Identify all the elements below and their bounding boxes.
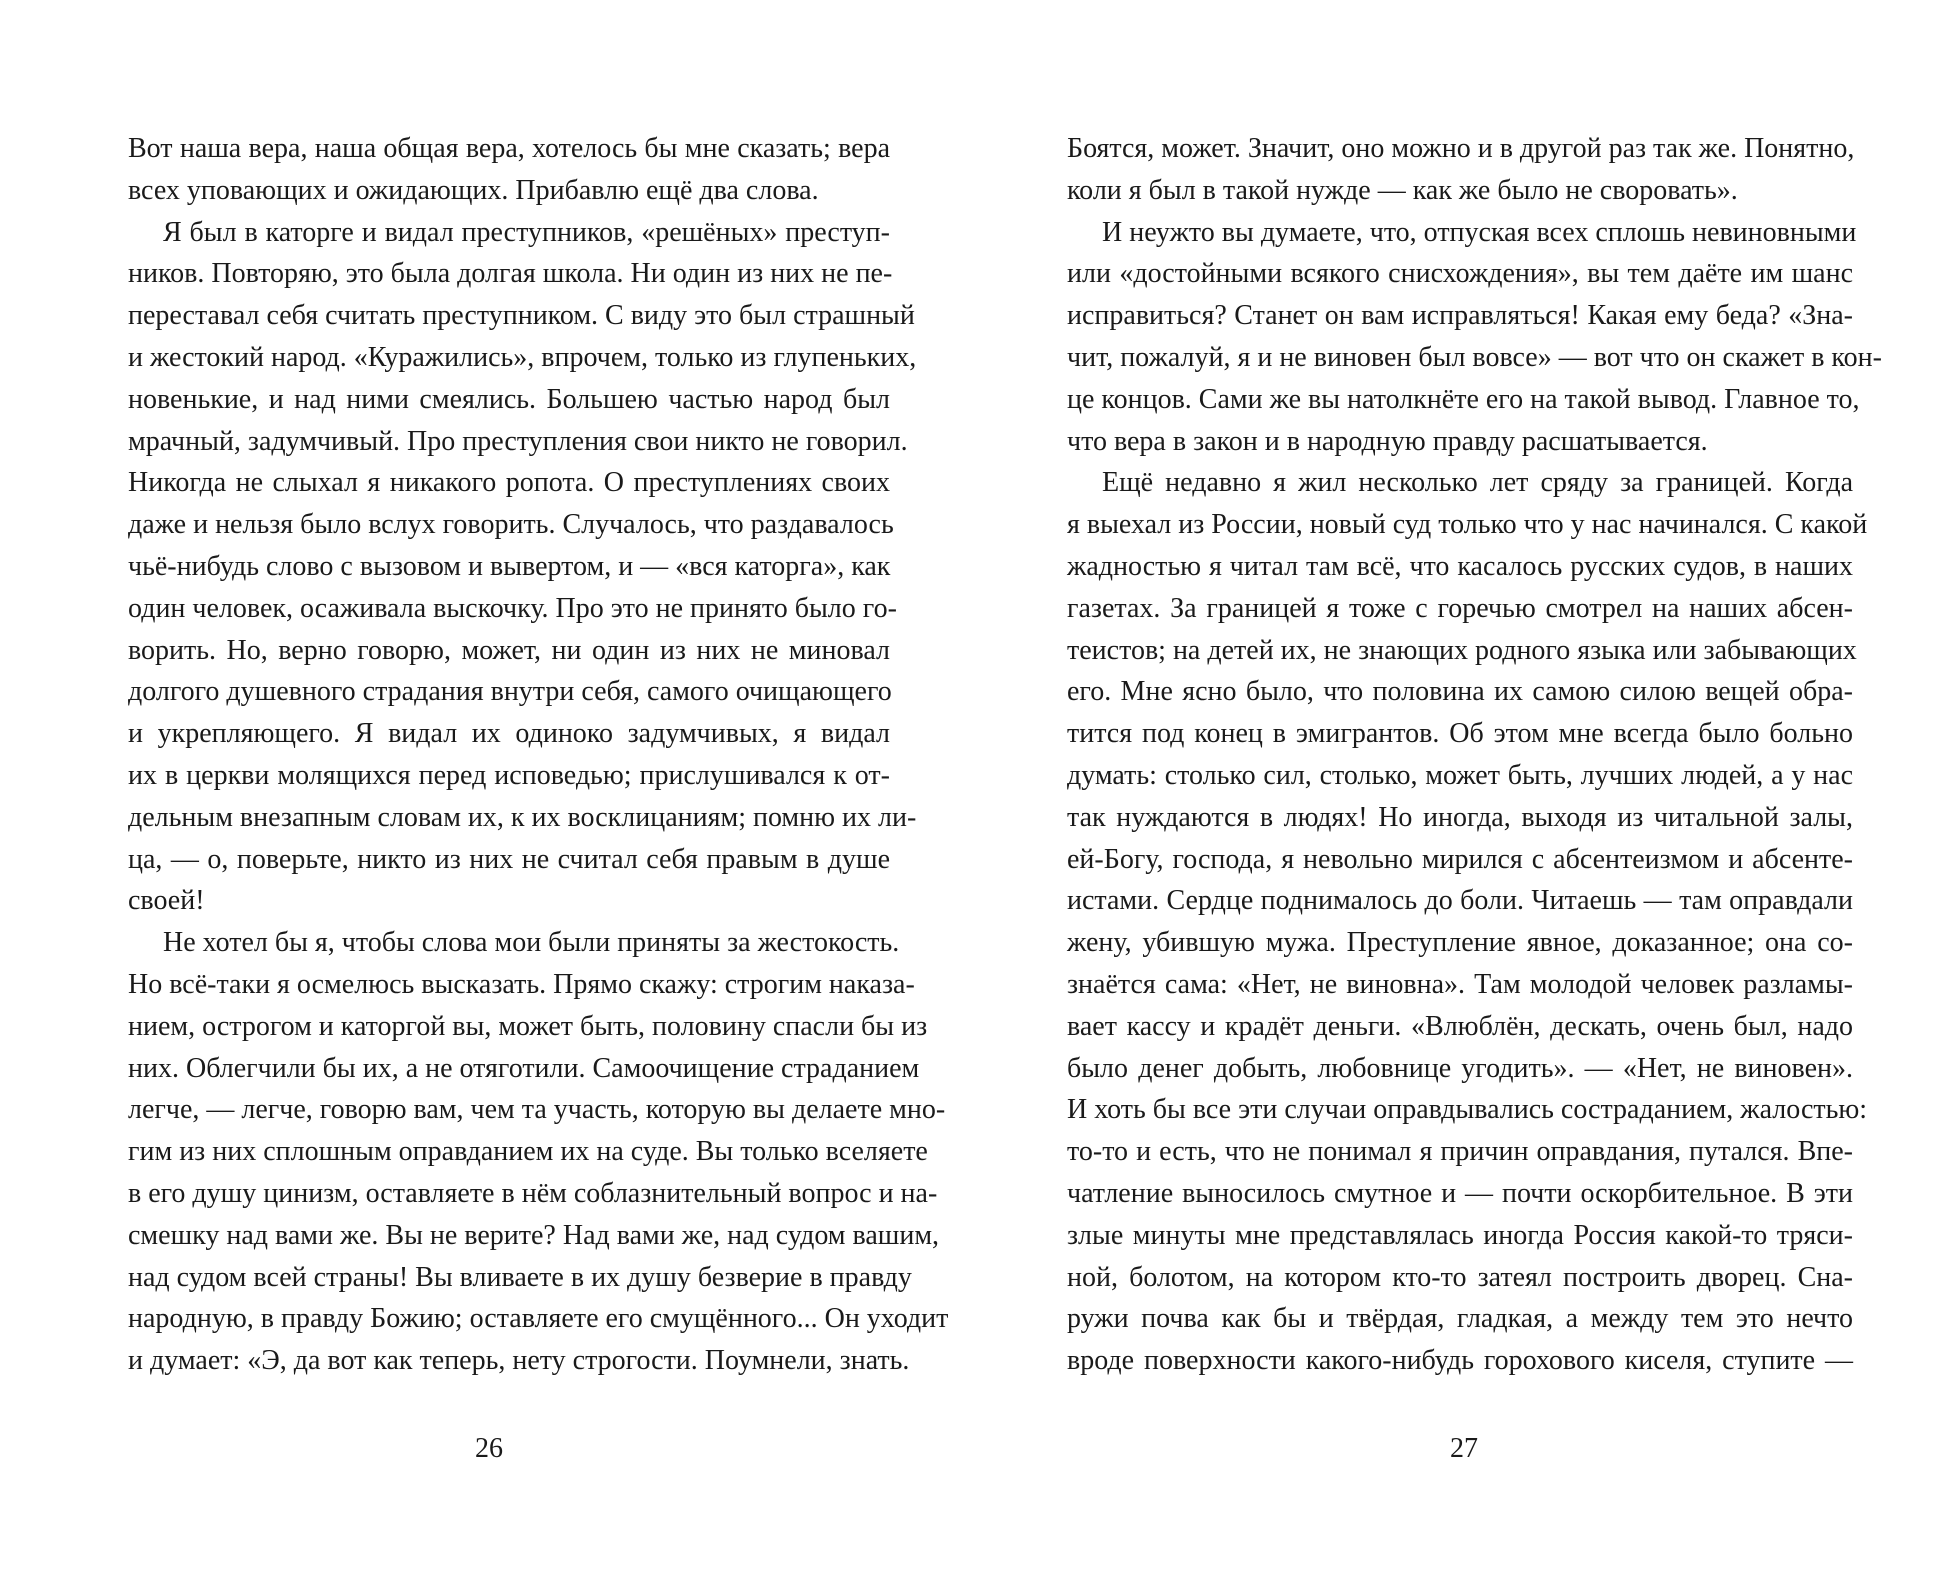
- text-line: что вера в закон и в народную правду расшатывается.: [1067, 425, 1708, 457]
- text-line: всех уповающих и ожидающих. Прибавлю ещё два слова.: [128, 174, 819, 206]
- text-line: чит, пожалуй, я и не виновен был вовсе» — вот что он скажет в кон-: [1067, 341, 1882, 373]
- text-line: и жестокий народ. «Куражились», впрочем, только из глупеньких,: [128, 341, 917, 373]
- text-line: их в церкви молящихся перед исповедью; прислушивался к от-: [128, 759, 890, 791]
- text-line: думать: столько сил, столько, может быть, лучших людей, а у нас: [1067, 759, 1853, 791]
- text-line: смешку над вами же. Вы не верите? Над вами же, над судом вашим,: [128, 1219, 940, 1251]
- text-line: дельным внезапным словам их, к их восклицаниям; помню их ли-: [128, 801, 917, 833]
- text-line: гим из них сплошным оправданием их на суде. Вы только вселяете: [128, 1136, 928, 1168]
- text-line: его. Мне ясно было, что половина их самою силою вещей обра-: [1067, 676, 1853, 708]
- text-line: вает кассу и крадёт деньги. «Влюблён, дескать, очень был, надо: [1067, 1010, 1853, 1042]
- text-line: ной, болотом, на котором кто-то затеял построить дворец. Сна-: [1067, 1261, 1853, 1293]
- text-line: и укрепляющего. Я видал их одиноко задумчивых, я видал: [128, 718, 890, 750]
- text-line: И неужто вы думаете, что, отпуская всех сплошь невиновными: [1102, 216, 1857, 248]
- text-line: ников. Повторяю, это была долгая школа. Ни один из них не пе-: [128, 258, 893, 290]
- text-line: Я был в каторге и видал преступников, «решёных» преступ-: [163, 216, 890, 248]
- text-line: них. Облегчили бы их, а не отяготили. Самоочищение страданием: [128, 1052, 920, 1084]
- page-number-left: 26: [475, 1433, 503, 1464]
- text-line: Но всё-таки я осмелюсь высказать. Прямо скажу: строгим наказа-: [128, 968, 915, 1000]
- text-line: и думает: «Э, да вот как теперь, нету строгости. Поумнели, знать.: [128, 1345, 910, 1377]
- text-line: ца, — о, поверьте, никто из них не считал себя правым в душе: [128, 843, 890, 875]
- text-line: тится под конец в эмигрантов. Об этом мне всегда было больно: [1067, 718, 1853, 750]
- text-line: Никогда не слыхал я никакого ропота. О преступлениях своих: [128, 467, 890, 499]
- text-line: це концов. Сами же вы натолкнёте его на такой вывод. Главное то,: [1067, 383, 1860, 415]
- text-line: исправиться? Станет он вам исправляться! Какая ему беда? «Зна-: [1067, 300, 1853, 332]
- text-line: знаётся сама: «Нет, не виновна». Там молодой человек разламы-: [1067, 968, 1853, 1000]
- text-line: И хоть бы все эти случаи оправдывались состраданием, жалостью:: [1067, 1094, 1868, 1126]
- text-line: нием, острогом и каторгой вы, может быть, половину спасли бы из: [128, 1010, 928, 1042]
- text-line: или «достойными всякого снисхождения», вы тем даёте им шанс: [1067, 258, 1853, 290]
- text-line: новенькие, и над ними смеялись. Большею частью народ был: [128, 383, 890, 415]
- text-line: чьё-нибудь слово с вызовом и вывертом, и — «вся каторга», как: [128, 550, 891, 582]
- text-line: Боятся, может. Значит, оно можно и в другой раз так же. Понятно,: [1067, 133, 1855, 164]
- text-line: долгого душевного страдания внутри себя, самого очищающего: [128, 676, 892, 708]
- text-line: народную, в правду Божию; оставляете его смущённого... Он уходит: [128, 1303, 949, 1335]
- text-line: чатление выносилось смутное и — почти оскорбительное. В эти: [1067, 1177, 1853, 1209]
- text-line: один человек, осаживала выскочку. Про это не принято было го-: [128, 592, 897, 624]
- left-page: [128, 128, 949, 1382]
- text-line: над судом всей страны! Вы вливаете в их душу безверие в правду: [128, 1261, 912, 1293]
- text-line: газетах. За границей я тоже с горечью смотрел на наших абсен-: [1067, 592, 1853, 624]
- text-line: так нуждаются в людях! Но иногда, выходя из читальной залы,: [1067, 801, 1853, 833]
- text-line: мрачный, задумчивый. Про преступления свои никто не говорил.: [128, 425, 908, 457]
- text-line: жену, убившую мужа. Преступление явное, доказанное; она со-: [1067, 927, 1853, 959]
- text-line: коли я был в такой нужде — как же было не своровать».: [1067, 174, 1738, 206]
- text-line: жадностью я читал там всё, что касалось русских судов, в наших: [1067, 550, 1853, 582]
- text-line: Ещё недавно я жил несколько лет сряду за границей. Когда: [1102, 467, 1853, 499]
- text-line: своей!: [128, 885, 205, 917]
- text-line: в его душу цинизм, оставляете в нём соблазнительный вопрос и на-: [128, 1177, 938, 1209]
- text-line: теистов; на детей их, не знающих родного языка или забывающих: [1067, 634, 1857, 666]
- text-line: было денег добыть, любовнице угодить». — «Нет, не виновен».: [1067, 1052, 1853, 1084]
- text-line: вроде поверхности какого-нибудь горохового киселя, ступите —: [1067, 1345, 1853, 1377]
- text-line: переставал себя считать преступником. С виду это был страшный: [128, 300, 915, 332]
- text-line: то-то и есть, что не понимал я причин оправдания, путался. Впе-: [1067, 1136, 1853, 1168]
- text-line: Вот наша вера, наша общая вера, хотелось бы мне сказать; вера: [128, 133, 890, 164]
- text-line: злые минуты мне представлялась иногда Россия какой-то тряси-: [1067, 1219, 1853, 1251]
- text-line: я выехал из России, новый суд только что у нас начинался. С какой: [1067, 509, 1868, 541]
- text-line: ей-Богу, господа, я невольно мирился с абсентеизмом и абсенте-: [1067, 843, 1853, 875]
- right-page: [1067, 128, 1882, 1382]
- page-number-right: 27: [1450, 1433, 1478, 1464]
- text-line: Не хотел бы я, чтобы слова мои были приняты за жестокость.: [163, 927, 900, 959]
- text-line: даже и нельзя было вслух говорить. Случалось, что раздавалось: [128, 509, 894, 541]
- text-line: ружи почва как бы и твёрдая, гладкая, а между тем это нечто: [1067, 1303, 1853, 1335]
- text-line: ворить. Но, верно говорю, может, ни один из них не миновал: [128, 634, 890, 666]
- text-line: легче, — легче, говорю вам, чем та участь, которую вы делаете мно-: [128, 1094, 946, 1126]
- text-line: истами. Сердце поднималось до боли. Читаешь — там оправдали: [1067, 885, 1853, 917]
